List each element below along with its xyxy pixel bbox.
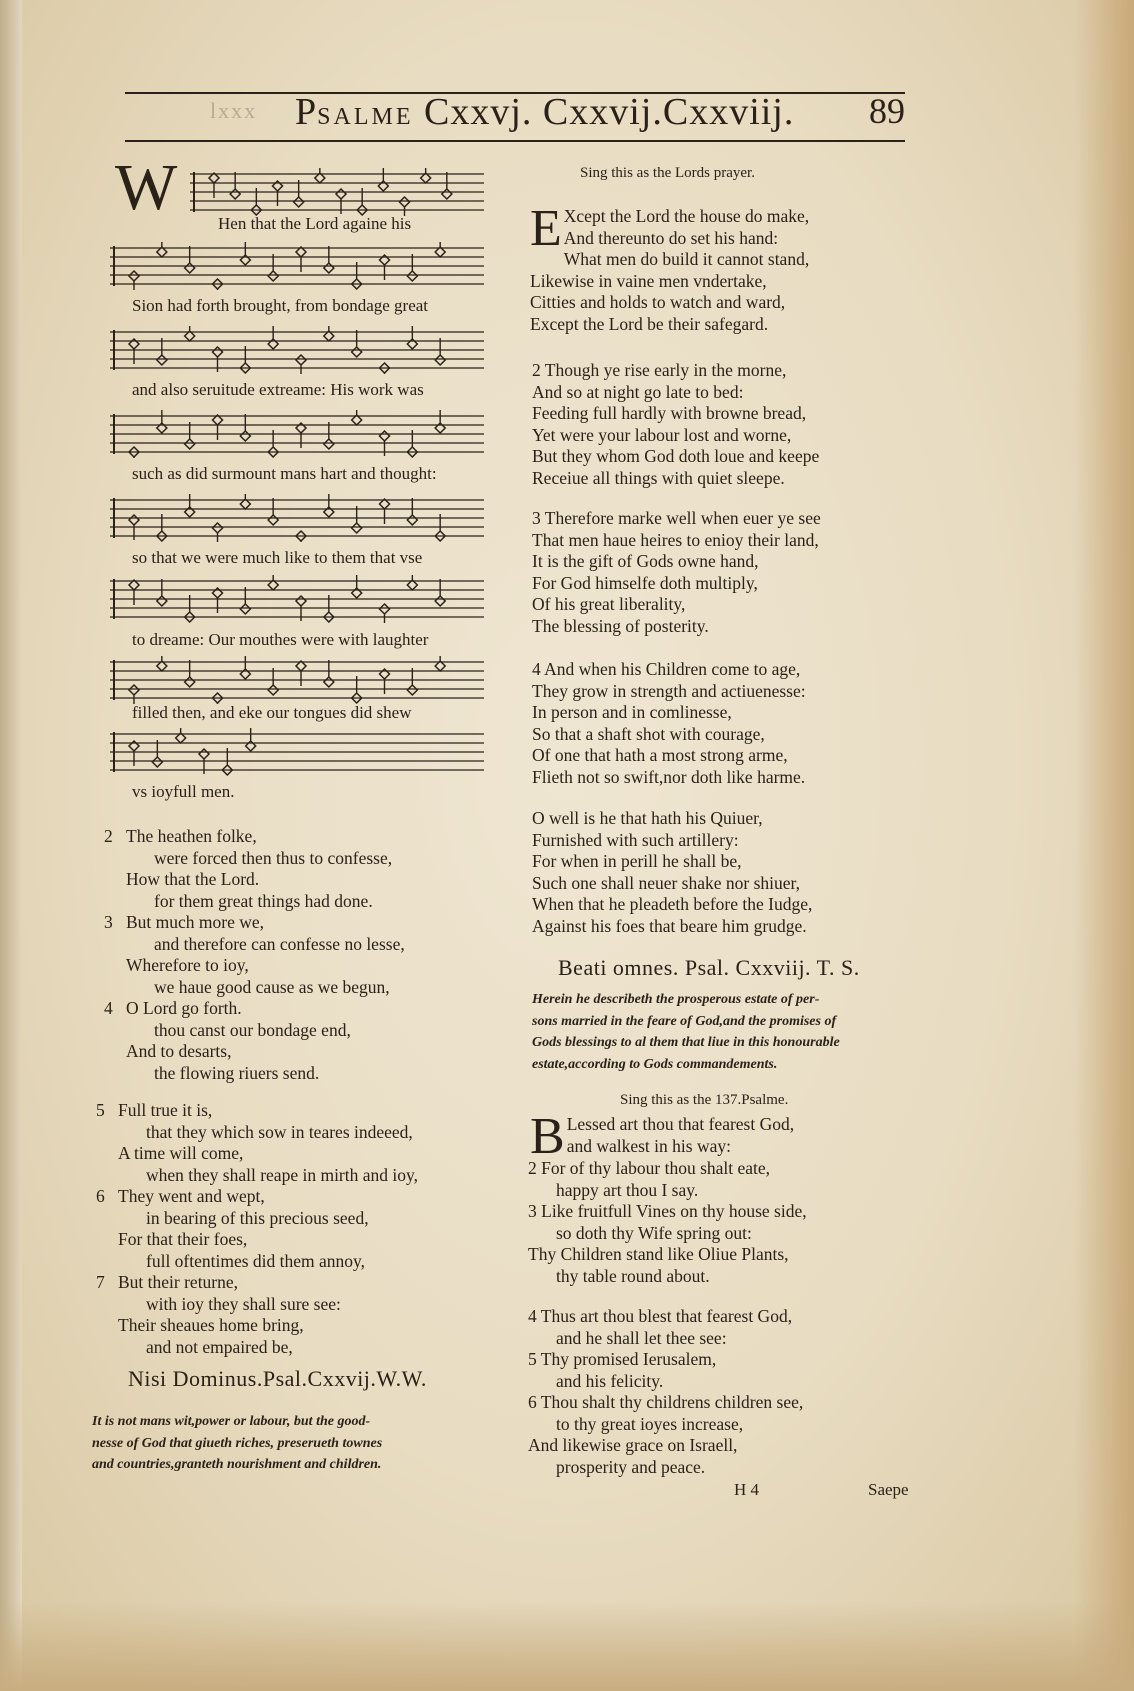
verse-text: in bearing of this precious seed, (146, 1207, 369, 1228)
music-staff (110, 326, 484, 374)
verse-line (104, 1020, 484, 1042)
verse-line: O well is he that hath his Quiuer, (532, 808, 763, 828)
verse-line: estate,according to Gods commandements. (532, 1056, 778, 1072)
page-bottom-stain (0, 1601, 1134, 1691)
music-lyric-line: Hen that the Lord againe his (218, 214, 412, 233)
verse-text: 4 Thus art thou blest that fearest God, (528, 1306, 793, 1326)
music-lyric-line: to dreame: Our mouthes were with laughter (132, 630, 429, 649)
verse-line: 2 Though ye rise early in the morne, (532, 360, 787, 380)
verse-line (96, 1315, 486, 1337)
verse-line (528, 1158, 898, 1180)
verse-line (528, 1435, 898, 1457)
page-title: PSALME Cxxvj. Cxxvij.Cxxviij. (295, 91, 795, 133)
verse-line (96, 1272, 486, 1294)
verse-text: Full true it is, (118, 1100, 213, 1120)
stanza-6 (530, 1108, 890, 1165)
music-staff (110, 242, 484, 290)
music-staff (190, 168, 484, 216)
verse-text: 6 Thou shalt thy childrens children see, (528, 1392, 804, 1412)
music-staff (110, 494, 484, 542)
verse-line (104, 1041, 484, 1063)
page-number: 89 (869, 91, 905, 131)
verse-text: thou canst our bondage end, (154, 1019, 351, 1040)
verse-line: But they whom God doth loue and keepe (532, 446, 820, 466)
stanza-3 (532, 508, 892, 637)
verse-text: Thy Children stand like Oliue Plants, (528, 1244, 789, 1264)
psalm-argument-127 (92, 1412, 492, 1477)
verse-line: Furnished with such artillery: (532, 829, 739, 850)
music-lyric-line: such as did surmount mans hart and thought: (132, 464, 437, 483)
verse-line (528, 1414, 898, 1436)
verse-line (96, 1165, 486, 1187)
verse-line: and walkest in his way: (566, 1135, 731, 1156)
psalm-heading-128: Beati omnes. Psal. Cxxviij. T. S. (558, 955, 860, 980)
verse-text: They went and wept, (118, 1186, 265, 1206)
verse-line (96, 1337, 486, 1359)
verse-line (104, 1063, 484, 1085)
verse-line: It is the gift of Gods owne hand, (532, 551, 759, 571)
left-verses-b (96, 1100, 486, 1358)
drop-cap-e: E (530, 200, 562, 257)
verse-line (104, 955, 484, 977)
verse-line: Feeding full hardly with browne bread, (532, 403, 807, 423)
verse-text: And to desarts, (126, 1041, 232, 1061)
verse-line: And so at night go late to bed: (532, 381, 744, 402)
verse-line: In person and in comlinesse, (532, 702, 732, 722)
verse-line: 3 Therefore marke well when euer ye see (532, 508, 821, 528)
verse-text: 3 Like fruitfull Vines on thy house side, (528, 1201, 807, 1221)
verse-text: and not empaired be, (146, 1336, 293, 1357)
verse-text: and he shall let thee see: (556, 1327, 727, 1348)
verse-line: They grow in strength and actiuenesse: (532, 680, 806, 701)
verse-line (104, 977, 484, 999)
verse-line (96, 1186, 486, 1208)
verse-line (96, 1122, 486, 1144)
verse-text: A time will come, (118, 1143, 244, 1163)
verse-number: 5 (96, 1100, 105, 1120)
verse-line (528, 1457, 898, 1479)
verse-line: For when in perill he shall be, (532, 851, 742, 871)
music-lyric-line: and also seruitude extreame: His work was (132, 380, 424, 399)
verse-line (528, 1392, 898, 1414)
verse-line (528, 1306, 898, 1328)
verse-line (96, 1229, 486, 1251)
verse-line: That men haue heires to enioy their land, (532, 529, 819, 550)
music-lyric-line: filled then, and eke our tongues did shew (132, 703, 412, 722)
verse-line: sons married in the feare of God,and the promises of (532, 1013, 837, 1029)
page-edge-stain (1074, 0, 1134, 1691)
verse-line: It is not mans wit,power or labour, but the good- (92, 1414, 371, 1429)
verse-line (528, 1371, 898, 1393)
verse-text: and therefore can confesse no lesse, (154, 933, 405, 954)
verse-text: Their sheaues home bring, (118, 1315, 304, 1335)
verse-number: 3 (104, 912, 113, 932)
music-lyric-line: Sion had forth brought, from bondage great (132, 296, 429, 315)
verse-number: 6 (96, 1186, 105, 1206)
drop-cap-b: B (530, 1108, 565, 1165)
psalm-heading-127: Nisi Dominus.Psal.Cxxvij.W.W. (128, 1366, 427, 1391)
verse-line: Likewise in vaine men vndertake, (530, 270, 767, 291)
music-staff (110, 575, 484, 623)
verse-text: How that the Lord. (126, 869, 260, 889)
verse-text: But their returne, (118, 1272, 239, 1292)
verse-line: And thereunto do set his hand: (563, 227, 779, 248)
verse-line (104, 912, 484, 934)
verse-line (96, 1294, 486, 1316)
stanza-1 (530, 200, 890, 335)
verse-line (104, 869, 484, 891)
verse-text: The heathen folke, (126, 826, 257, 846)
verse-text: full oftentimes did them annoy, (146, 1250, 366, 1271)
verse-text: the flowing riuers send. (154, 1062, 320, 1083)
verse-line: Such one shall neuer shake nor shiuer, (532, 872, 801, 893)
verse-line (96, 1251, 486, 1273)
verse-text: For that their foes, (118, 1229, 248, 1249)
tune-note-2: Sing this as the 137.Psalme. (620, 1092, 789, 1108)
verse-line: When that he pleadeth before the Iudge, (532, 894, 813, 914)
verse-line: Against his foes that beare him grudge. (532, 915, 807, 936)
verse-text: 5 Thy promised Ierusalem, (528, 1349, 717, 1369)
drop-cap-w: W (115, 151, 178, 224)
verse-line (528, 1349, 898, 1371)
verse-line: Yet were your labour lost and worne, (532, 424, 792, 445)
verse-line (528, 1201, 898, 1223)
verse-text: so doth thy Wife spring out: (556, 1222, 752, 1243)
verse-line (96, 1208, 486, 1230)
verse-text: we haue good cause as we begun, (154, 976, 390, 997)
verse-text: were forced then thus to confesse, (154, 847, 393, 868)
verse-line: 4 And when his Children come to age, (532, 659, 801, 679)
stanza-5 (532, 808, 892, 937)
left-verses-a (104, 826, 484, 1084)
stanza-7 (528, 1306, 898, 1478)
music-staff (110, 410, 484, 458)
stanza-4 (532, 659, 892, 788)
signature-mark: H 4 (734, 1480, 760, 1499)
verse-line: Xcept the Lord the house do make, (563, 206, 810, 226)
verse-text: thy table round about. (556, 1265, 710, 1286)
verse-line (528, 1180, 898, 1202)
verse-number: 7 (96, 1272, 105, 1292)
page-gutter-shadow (0, 0, 22, 1691)
verse-line (528, 1266, 898, 1288)
music-staff (110, 656, 484, 704)
verse-line: The blessing of posterity. (532, 615, 709, 636)
verse-line (104, 934, 484, 956)
verse-number: 2 (104, 826, 113, 846)
verse-line: For God himselfe doth multiply, (532, 572, 758, 593)
verse-line (528, 1223, 898, 1245)
music-lyric-line: so that we were much like to them that vse (132, 548, 423, 567)
verse-text: Wherefore to ioy, (126, 955, 249, 975)
verse-line (96, 1100, 486, 1122)
bleed-through-text: lxxx (210, 98, 258, 123)
verse-line: Receiue all things with quiet sleepe. (532, 467, 785, 488)
verse-text: But much more we, (126, 912, 265, 932)
verse-text: with ioy they shall sure see: (146, 1293, 341, 1314)
stanza-6-cont (528, 1158, 898, 1287)
verse-line: Citties and holds to watch and ward, (530, 292, 786, 312)
verse-number: 4 (104, 998, 113, 1018)
verse-text: for them great things had done. (154, 890, 373, 911)
verse-text: when they shall reape in mirth and ioy, (146, 1164, 418, 1185)
verse-line (104, 848, 484, 870)
verse-line (104, 998, 484, 1020)
verse-text: 2 For of thy labour thou shalt eate, (528, 1158, 771, 1178)
verse-text: that they which sow in teares indeeed, (146, 1121, 413, 1142)
psalm-argument-128 (532, 990, 922, 1076)
verse-text: And likewise grace on Israell, (528, 1435, 738, 1455)
verse-line: nesse of God that giueth riches, preserueth townes (92, 1435, 383, 1451)
verse-line: Lessed art thou that fearest God, (566, 1114, 795, 1134)
verse-line: Herein he describeth the prosperous estate of per- (532, 992, 820, 1007)
verse-line: Of his great liberality, (532, 594, 686, 614)
verse-line (528, 1244, 898, 1266)
verse-text: prosperity and peace. (556, 1456, 706, 1477)
running-header (125, 91, 905, 138)
verse-line (96, 1143, 486, 1165)
verse-line (104, 826, 484, 848)
header-rule-bottom (125, 140, 905, 142)
verse-line: Of one that hath a most strong arme, (532, 745, 788, 765)
stanza-2 (532, 360, 892, 489)
music-staff (110, 728, 484, 776)
verse-line (528, 1328, 898, 1350)
verse-text: to thy great ioyes increase, (556, 1413, 744, 1434)
catchword: Saepe (868, 1480, 909, 1499)
tune-note: Sing this as the Lords prayer. (580, 165, 755, 181)
verse-line: and countries,granteth nourishment and children. (92, 1457, 382, 1472)
verse-text: happy art thou I say. (556, 1179, 699, 1200)
verse-line: Flieth not so swift,nor doth like harme. (532, 766, 806, 787)
verse-text: and his felicity. (556, 1370, 664, 1391)
verse-line (104, 891, 484, 913)
verse-line: Except the Lord be their safegard. (530, 313, 769, 334)
verse-line: So that a shaft shot with courage, (532, 723, 765, 744)
verse-line: Gods blessings to al them that liue in this honourable (532, 1035, 840, 1050)
music-lyric-line: vs ioyfull men. (132, 782, 235, 801)
verse-text: O Lord go forth. (126, 998, 242, 1018)
verse-line: What men do build it cannot stand, (563, 249, 810, 269)
